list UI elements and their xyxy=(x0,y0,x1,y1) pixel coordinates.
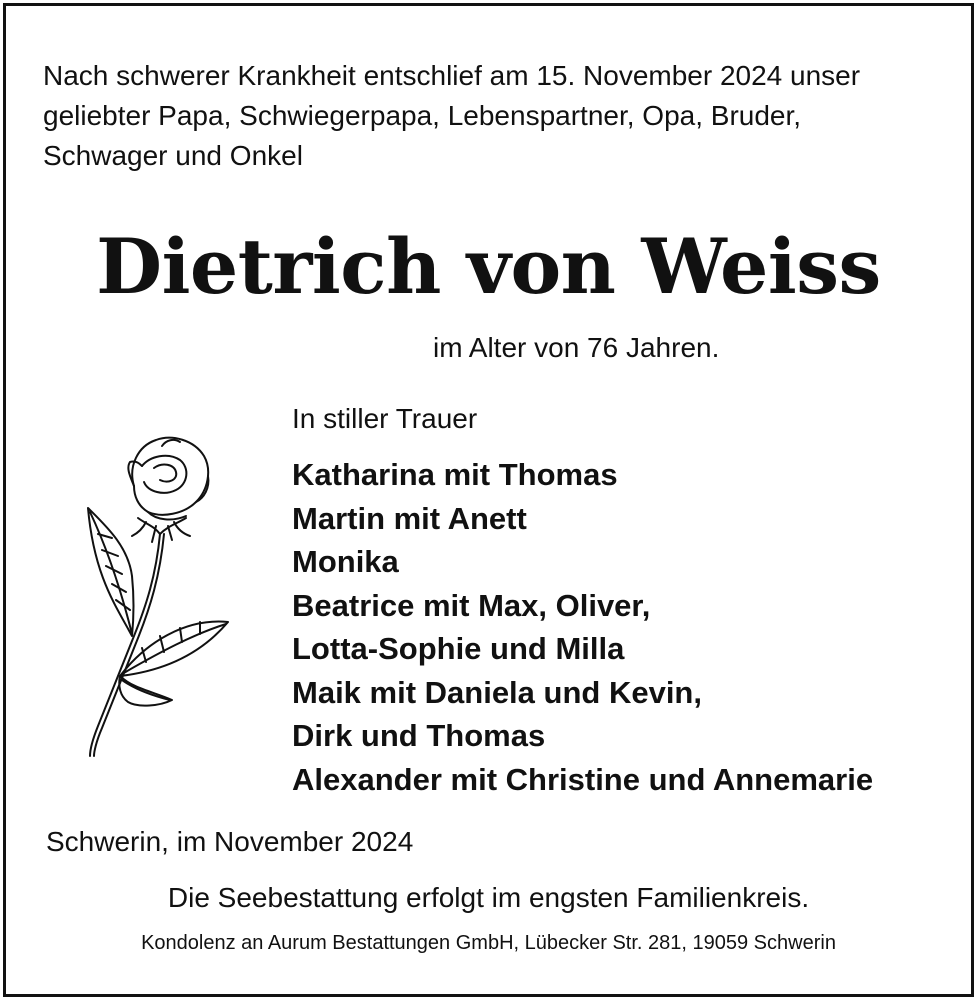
family-member: Dirk und Thomas xyxy=(292,718,546,753)
mourning-text: In stiller Trauer xyxy=(292,403,478,434)
rose-icon xyxy=(76,426,236,761)
family-member: Alexander mit Christine und Annemarie xyxy=(292,761,874,797)
family-member: Monika xyxy=(292,544,399,579)
intro-line: Nach schwerer Krankheit entschlief am 15. November 2024 unser xyxy=(43,60,861,91)
family-list xyxy=(292,453,873,801)
family-member: Martin mit Anett xyxy=(292,500,527,536)
family-member: Katharina mit Thomas xyxy=(292,457,618,492)
place-date: Schwerin, im November 2024 xyxy=(46,826,414,857)
obituary-frame xyxy=(3,3,974,997)
intro-text xyxy=(43,56,963,176)
family-member: Beatrice mit Max, Oliver, xyxy=(292,587,651,623)
burial-note: Die Seebestattung erfolgt im engsten Familienkreis. xyxy=(167,882,810,913)
family-member: Lotta-Sophie und Milla xyxy=(292,631,625,666)
deceased-name: Dietrich von Weiss xyxy=(96,222,881,311)
age-text: im Alter von 76 Jahren. xyxy=(433,332,720,363)
family-member: Maik mit Daniela und Kevin, xyxy=(292,674,702,710)
intro-line: geliebter Papa, Schwiegerpapa, Lebenspartner, Opa, Bruder, xyxy=(43,100,802,131)
intro-line: Schwager und Onkel xyxy=(43,140,303,171)
condolence-note: Kondolenz an Aurum Bestattungen GmbH, Lübecker Str. 281, 19059 Schwerin xyxy=(141,932,836,954)
